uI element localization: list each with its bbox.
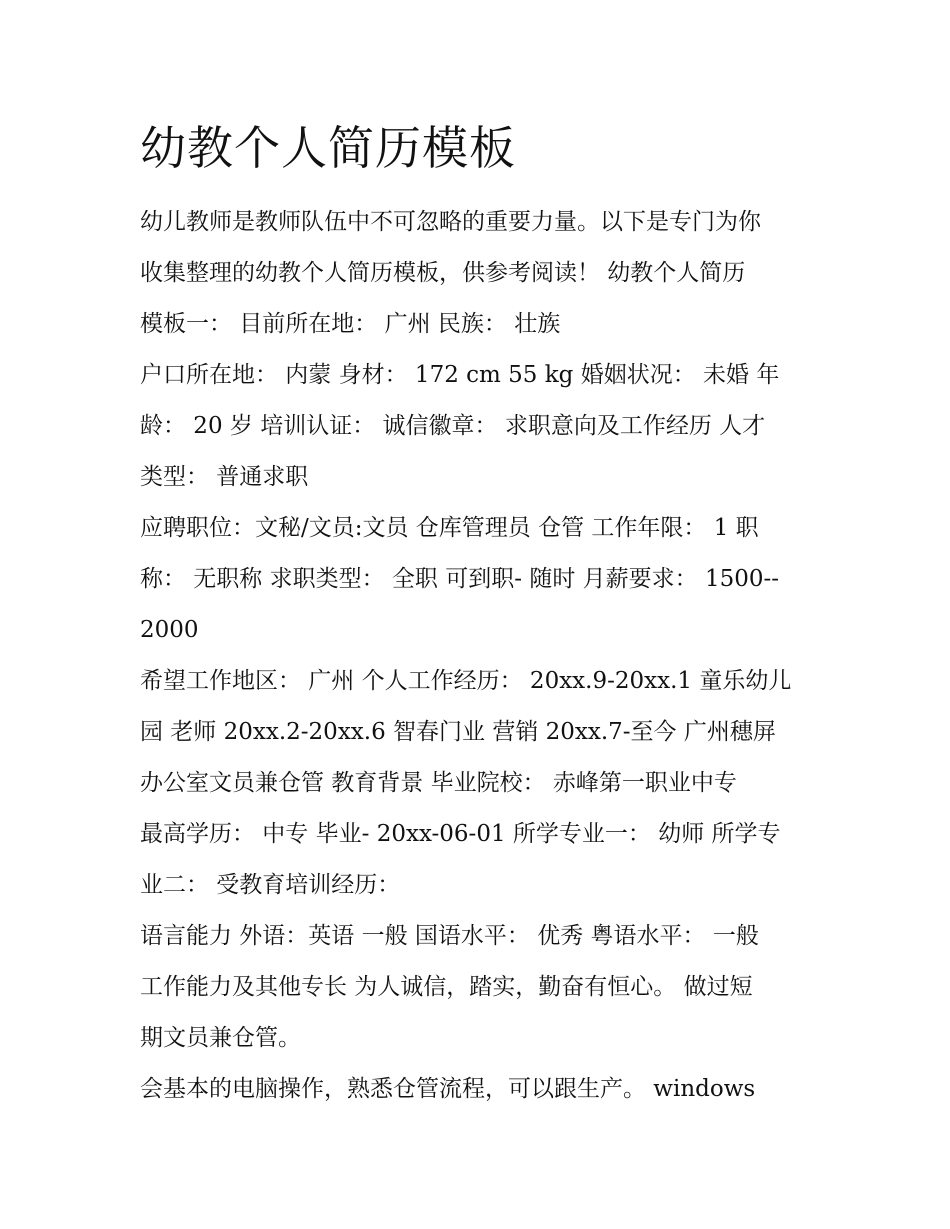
body-line: 园 老师 20xx.2-20xx.6 智春门业 营销 20xx.7-至今 广州穗屏: [140, 719, 776, 745]
body-line: 龄： 20 岁 培训认证： 诚信徽章： 求职意向及工作经历 人才: [140, 413, 766, 439]
document-title: 幼教个人简历模板: [140, 121, 516, 175]
body-line: 期文员兼仓管。: [140, 1025, 301, 1051]
body-line: 业二： 受教育培训经历：: [140, 872, 401, 898]
body-line: 应聘职位：文秘/文员:文员 仓库管理员 仓管 工作年限： 1 职: [140, 515, 759, 541]
body-line: 会基本的电脑操作，熟悉仓管流程，可以跟生产。 windows: [140, 1076, 756, 1102]
body-line: 2000: [140, 617, 199, 643]
body-line: 希望工作地区： 广州 个人工作经历： 20xx.9-20xx.1 童乐幼儿: [140, 668, 792, 694]
body-line: 模板一： 目前所在地： 广州 民族： 壮族: [140, 311, 561, 337]
body-line: 户口所在地： 内蒙 身材： 172 cm 55 kg 婚姻状况： 未婚 年: [140, 362, 780, 388]
document-body: [140, 197, 830, 1115]
body-line: 幼儿教师是教师队伍中不可忽略的重要力量。以下是专门为你: [140, 209, 761, 235]
body-line: 类型： 普通求职: [140, 464, 309, 490]
body-line: 语言能力 外语：英语 一般 国语水平： 优秀 粤语水平： 一般: [140, 923, 759, 949]
body-line: 办公室文员兼仓管 教育背景 毕业院校： 赤峰第一职业中专: [140, 770, 737, 796]
body-line: 工作能力及其他专长 为人诚信，踏实，勤奋有恒心。 做过短: [140, 974, 753, 1000]
body-line: 最高学历： 中专 毕业- 20xx-06-01 所学专业一： 幼师 所学专: [140, 821, 781, 847]
body-line: 称： 无职称 求职类型： 全职 可到职- 随时 月薪要求： 1500--: [140, 566, 780, 592]
body-line: 收集整理的幼教个人简历模板，供参考阅读！ 幼教个人简历: [140, 260, 746, 286]
